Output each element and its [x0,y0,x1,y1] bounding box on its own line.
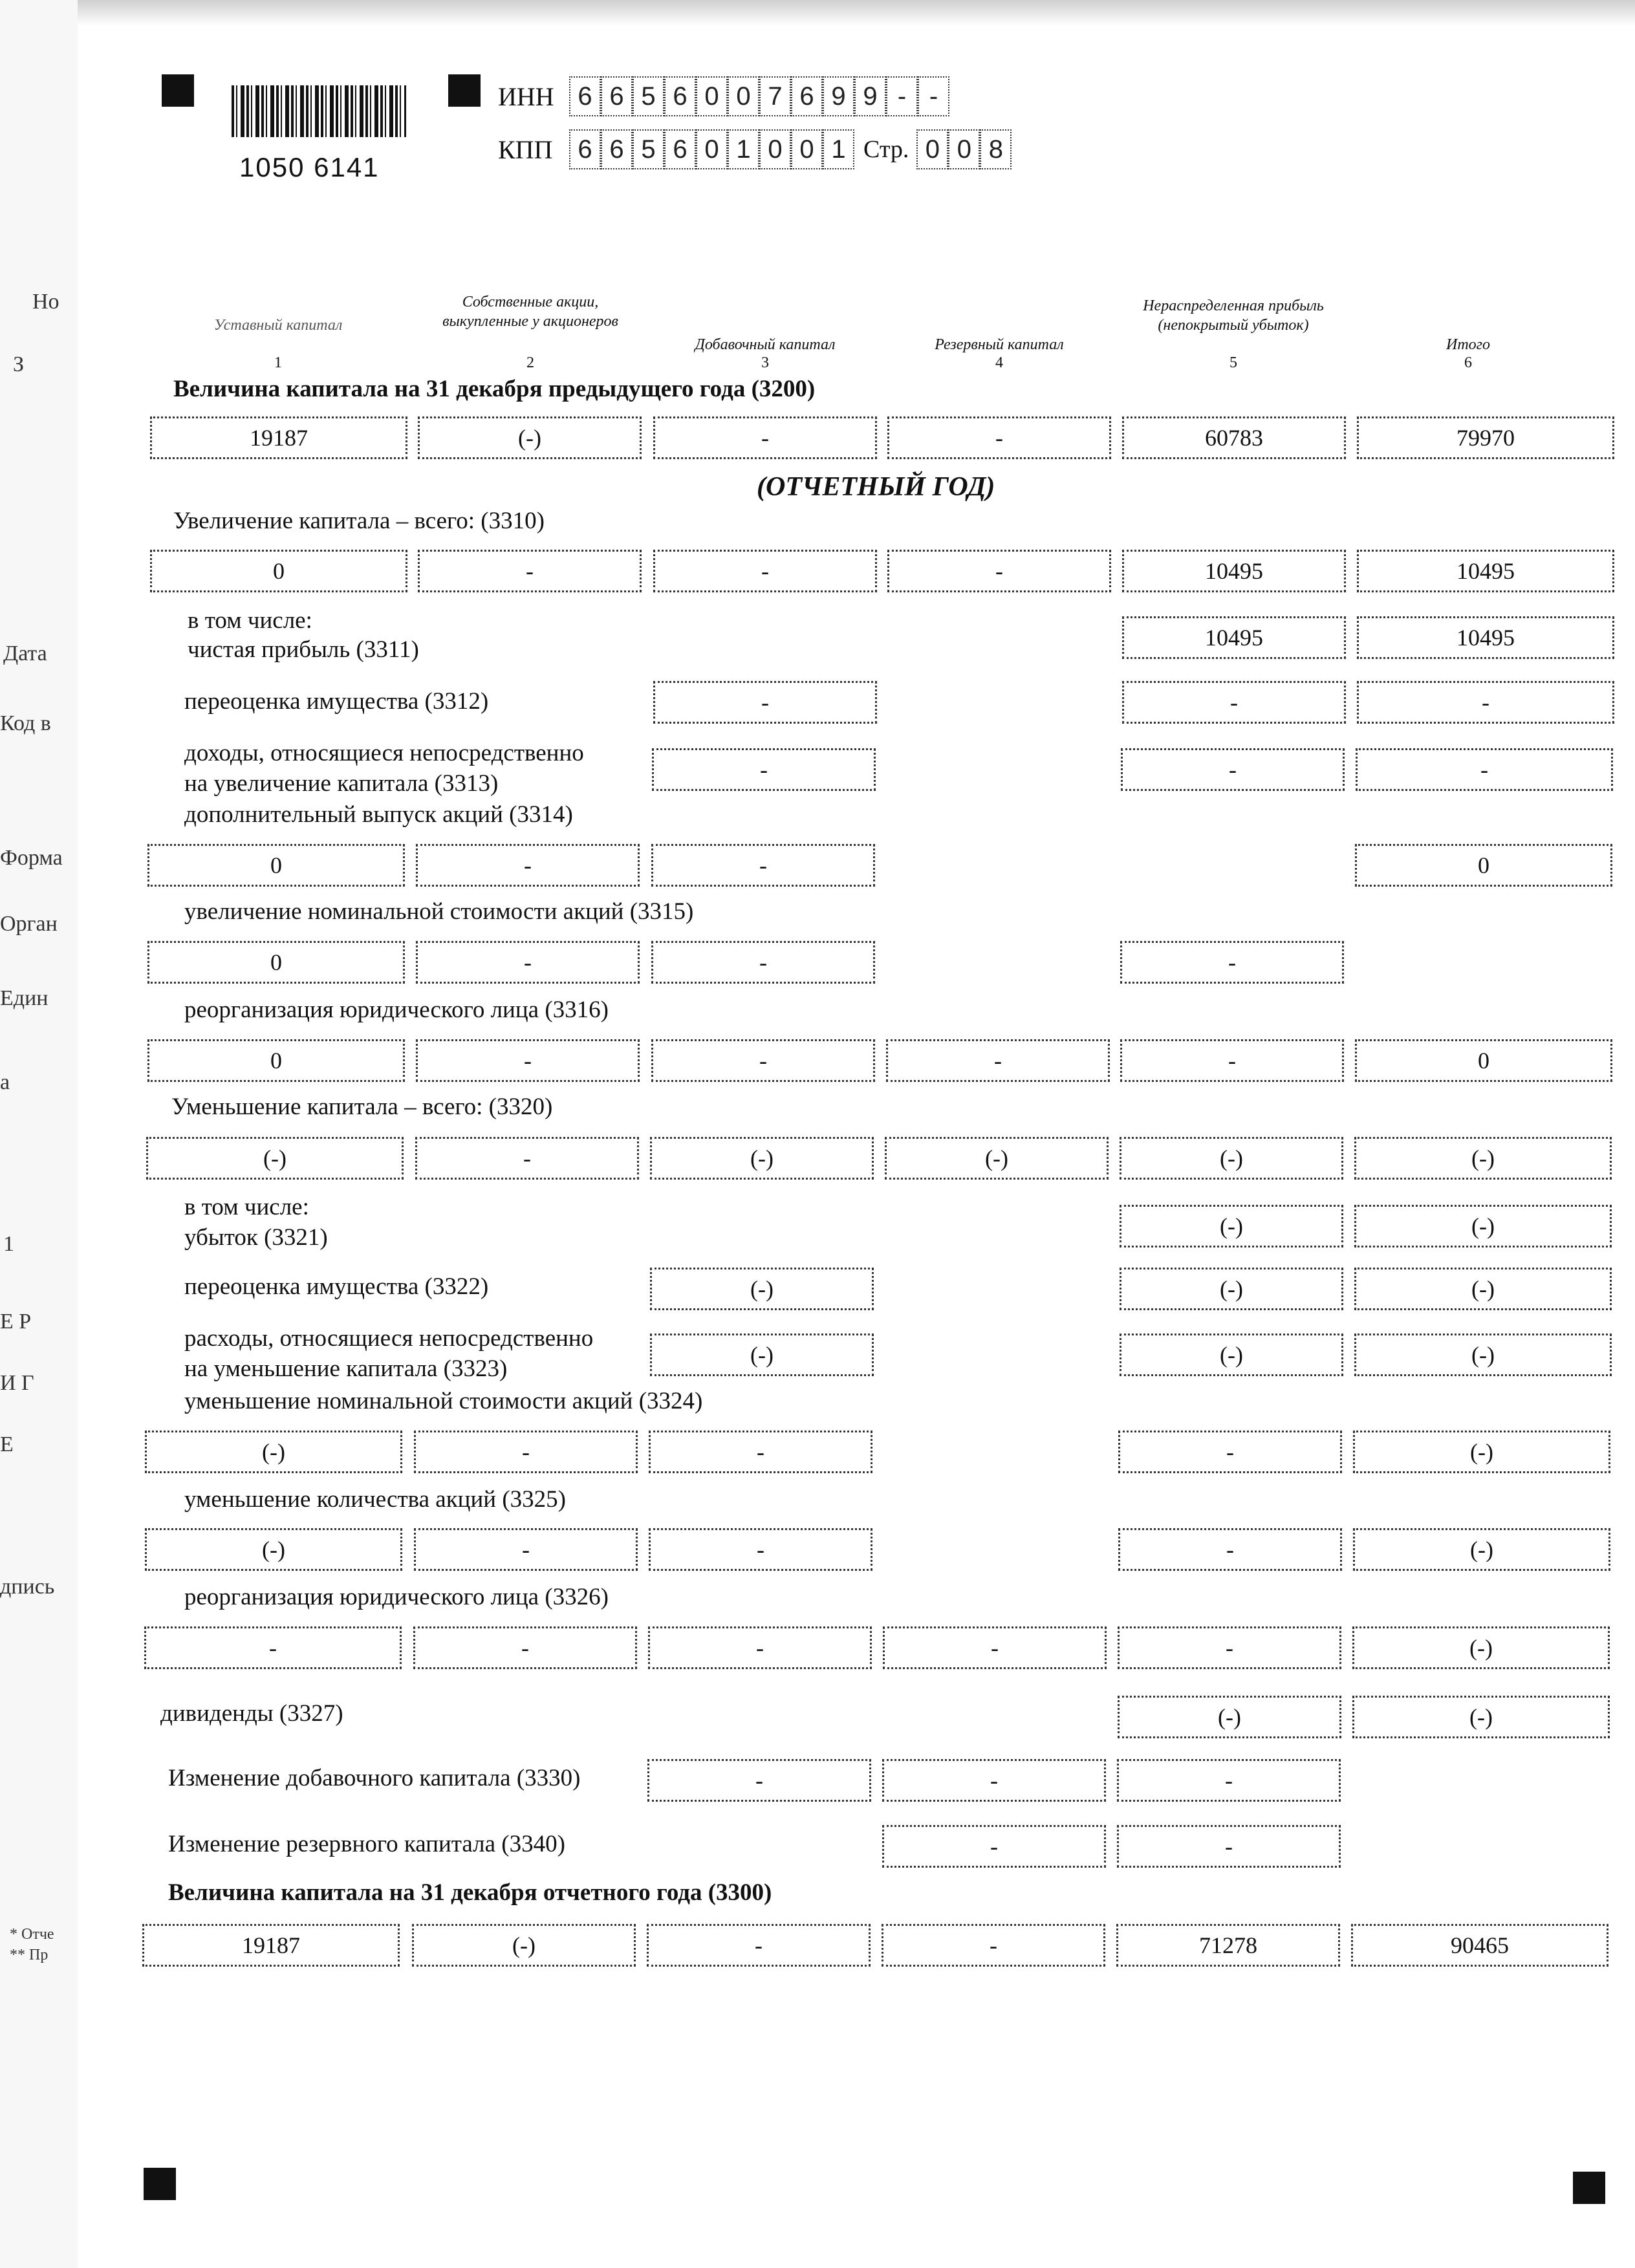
value-cell: 0 [150,550,407,592]
section-title: (ОТЧЕТНЫЙ ГОД) [757,472,995,502]
value-cell: - [887,550,1111,592]
value-cell: - [649,1431,872,1473]
digit-box: - [918,76,949,116]
edge-fragment: Дата [3,642,47,665]
digit-box: 0 [791,129,823,169]
value-cell: - [647,1924,871,1967]
row-label-3313: на увеличение капитала (3313) [184,770,499,797]
value-cell: (-) [650,1268,874,1310]
row-label-3314: дополнительный выпуск акций (3314) [184,801,573,828]
column-number-5: 5 [1229,354,1237,371]
value-cell: (-) [1352,1626,1610,1669]
inn-boxes [569,76,949,116]
value-cell: - [1121,748,1345,791]
digit-box: 7 [759,76,791,116]
registration-marker [1573,2172,1605,2204]
column-header-6: Итого [1446,336,1491,353]
value-cell: - [651,1039,875,1082]
edge-fragment: З [13,352,25,376]
value-cell: - [883,1626,1107,1669]
row-label-3325: уменьшение количества акций (3325) [184,1486,566,1513]
edge-fragment: И Г [0,1371,34,1395]
digit-box: 0 [696,76,728,116]
value-cell: - [1118,1626,1341,1669]
barcode [232,85,406,137]
row-label-3323a: расходы, относящиеся непосредственно [184,1325,594,1352]
value-cell: - [1118,1528,1342,1571]
digit-box: 0 [728,76,759,116]
edge-fragment: Код в [0,711,51,735]
digit-box: 6 [664,129,696,169]
value-cell: 60783 [1122,416,1346,459]
value-cell: - [651,844,875,887]
value-cell: 10495 [1357,616,1614,659]
row-label-3310: Увеличение капитала – всего: (3310) [173,508,545,534]
column-header-5: Нераспределенная прибыль (непокрытый убыток) [1143,297,1324,334]
digit-box: 6 [569,76,601,116]
row-label-3323: на уменьшение капитала (3323) [184,1355,508,1382]
value-cell: - [652,748,876,791]
value-cell: - [1356,748,1613,791]
barcode-number: 1050 6141 [239,152,380,182]
value-cell: - [414,1431,638,1473]
value-cell: - [886,1039,1110,1082]
edge-fragment: Орган [0,912,58,936]
value-cell: - [415,1137,639,1180]
value-cell: - [648,1626,872,1669]
registration-marker [162,74,194,107]
value-cell: - [653,681,877,724]
value-cell: 71278 [1116,1924,1340,1967]
value-cell: - [882,1825,1106,1868]
column-number-6: 6 [1464,354,1472,371]
scan-shadow [0,0,1635,26]
value-cell: (-) [1354,1334,1612,1376]
value-cell: 10495 [1357,550,1614,592]
value-cell: (-) [1118,1696,1341,1738]
digit-box: 6 [601,129,633,169]
row-label-3313a: доходы, относящиеся непосредственно [184,740,584,766]
value-cell: - [1122,681,1346,724]
value-cell: (-) [146,1137,404,1180]
column-number-3: 3 [761,354,769,371]
value-cell: (-) [1354,1137,1612,1180]
value-cell: - [416,1039,640,1082]
row-label-3326: реорганизация юридического лица (3326) [184,1584,609,1610]
edge-fragment: 1 [3,1232,14,1256]
column-number-2: 2 [526,354,534,371]
inn-label: ИНН [498,81,554,111]
row-label-3316: реорганизация юридического лица (3316) [184,997,609,1023]
value-cell: (-) [1352,1696,1610,1738]
digit-box: 6 [791,76,823,116]
value-cell: - [1120,941,1344,984]
value-cell: (-) [1353,1431,1610,1473]
page-boxes [916,129,1012,169]
edge-fragment: ** Пр [10,1947,49,1963]
edge-fragment: Но [32,290,60,314]
value-cell: - [647,1759,871,1802]
value-cell: 0 [1355,1039,1612,1082]
value-cell: 0 [1355,844,1612,887]
digit-box: 0 [696,129,728,169]
value-cell: 79970 [1357,416,1614,459]
value-cell: - [882,1759,1106,1802]
value-cell: - [653,416,877,459]
row-label-3300: Величина капитала на 31 декабря отчетного года (3300) [168,1879,772,1906]
value-cell: (-) [145,1528,402,1571]
column-header-4: Резервный капитал [935,336,1064,353]
value-cell: (-) [1120,1268,1343,1310]
value-cell: 0 [147,941,405,984]
value-cell: - [653,550,877,592]
row-label-3330: Изменение добавочного капитала (3330) [168,1765,581,1791]
digit-box: 9 [823,76,854,116]
value-cell: (-) [418,416,642,459]
edge-fragment: Е [0,1432,14,1456]
digit-box: 0 [948,129,980,169]
value-cell: 10495 [1122,550,1346,592]
value-cell: - [413,1626,637,1669]
edge-fragment: Форма [0,846,63,870]
digit-box: 0 [759,129,791,169]
edge-fragment: Един [0,986,49,1010]
row-label-3200: Величина капитала на 31 декабря предыдущего года (3200) [173,376,816,402]
registration-marker [448,74,481,107]
kpp-row [498,129,1012,169]
value-cell: (-) [885,1137,1109,1180]
digit-box: 5 [633,129,664,169]
digit-box: 1 [823,129,854,169]
column-number-4: 4 [995,354,1003,371]
edge-fragment: дпись [0,1575,55,1599]
inn-row [498,76,949,116]
digit-box: 1 [728,129,759,169]
row-label-3327: дивиденды (3327) [160,1700,343,1727]
column-header-3: Добавочный капитал [695,336,836,353]
row-label-3324: уменьшение номинальной стоимости акций (3324) [184,1388,703,1414]
value-cell: (-) [1353,1528,1610,1571]
column-number-1: 1 [274,354,282,371]
row-label-3322: переоценка имущества (3322) [184,1273,489,1300]
value-cell: - [1118,1431,1342,1473]
value-cell: - [1120,1039,1344,1082]
digit-box: 6 [601,76,633,116]
column-header-2: Собственные акции, выкупленные у акционеров [442,294,618,330]
value-cell: - [416,844,640,887]
digit-box: 8 [980,129,1012,169]
value-cell: - [416,941,640,984]
digit-box: - [886,76,918,116]
edge-fragment: Е Р [0,1310,32,1334]
value-cell: 19187 [150,416,407,459]
value-cell: - [882,1924,1105,1967]
value-cell: - [414,1528,638,1571]
row-label-3312: переоценка имущества (3312) [184,688,489,715]
value-cell: - [418,550,642,592]
value-cell: 90465 [1351,1924,1608,1967]
digit-box: 6 [664,76,696,116]
row-label-3340: Изменение резервного капитала (3340) [168,1831,565,1857]
edge-fragment: * Отче [10,1926,54,1943]
value-cell: - [651,941,875,984]
row-label-3311a: в том числе: [188,607,312,634]
value-cell: - [1117,1759,1341,1802]
value-cell: - [1117,1825,1341,1868]
value-cell: (-) [1354,1268,1612,1310]
value-cell: (-) [145,1431,402,1473]
kpp-boxes [569,129,854,169]
row-label-3315: увеличение номинальной стоимости акций (3315) [184,898,694,925]
value-cell: 0 [147,844,405,887]
value-cell: (-) [1354,1205,1612,1247]
digit-box: 5 [633,76,664,116]
kpp-label: КПП [498,135,553,164]
row-label-3320: Уменьшение капитала – всего: (3320) [171,1094,553,1120]
row-label-3321: убыток (3321) [184,1224,328,1251]
digit-box: 6 [569,129,601,169]
value-cell: (-) [650,1137,874,1180]
page-label: Стр. [863,136,909,163]
edge-fragment: а [0,1070,10,1094]
column-header-1: Уставный капитал [213,317,343,334]
row-label-3321a: в том числе: [184,1194,309,1220]
registration-marker [144,2168,176,2200]
value-cell: - [1357,681,1614,724]
digit-box: 0 [916,129,948,169]
row-label-3311: чистая прибыль (3311) [188,636,419,663]
value-cell: (-) [1120,1334,1343,1376]
value-cell: 0 [147,1039,405,1082]
value-cell: - [144,1626,402,1669]
value-cell: 19187 [142,1924,400,1967]
digit-box: 9 [854,76,886,116]
value-cell: 10495 [1122,616,1346,659]
value-cell: (-) [1120,1137,1343,1180]
value-cell: (-) [1120,1205,1343,1247]
value-cell: - [887,416,1111,459]
value-cell: (-) [650,1334,874,1376]
value-cell: (-) [412,1924,636,1967]
value-cell: - [649,1528,872,1571]
